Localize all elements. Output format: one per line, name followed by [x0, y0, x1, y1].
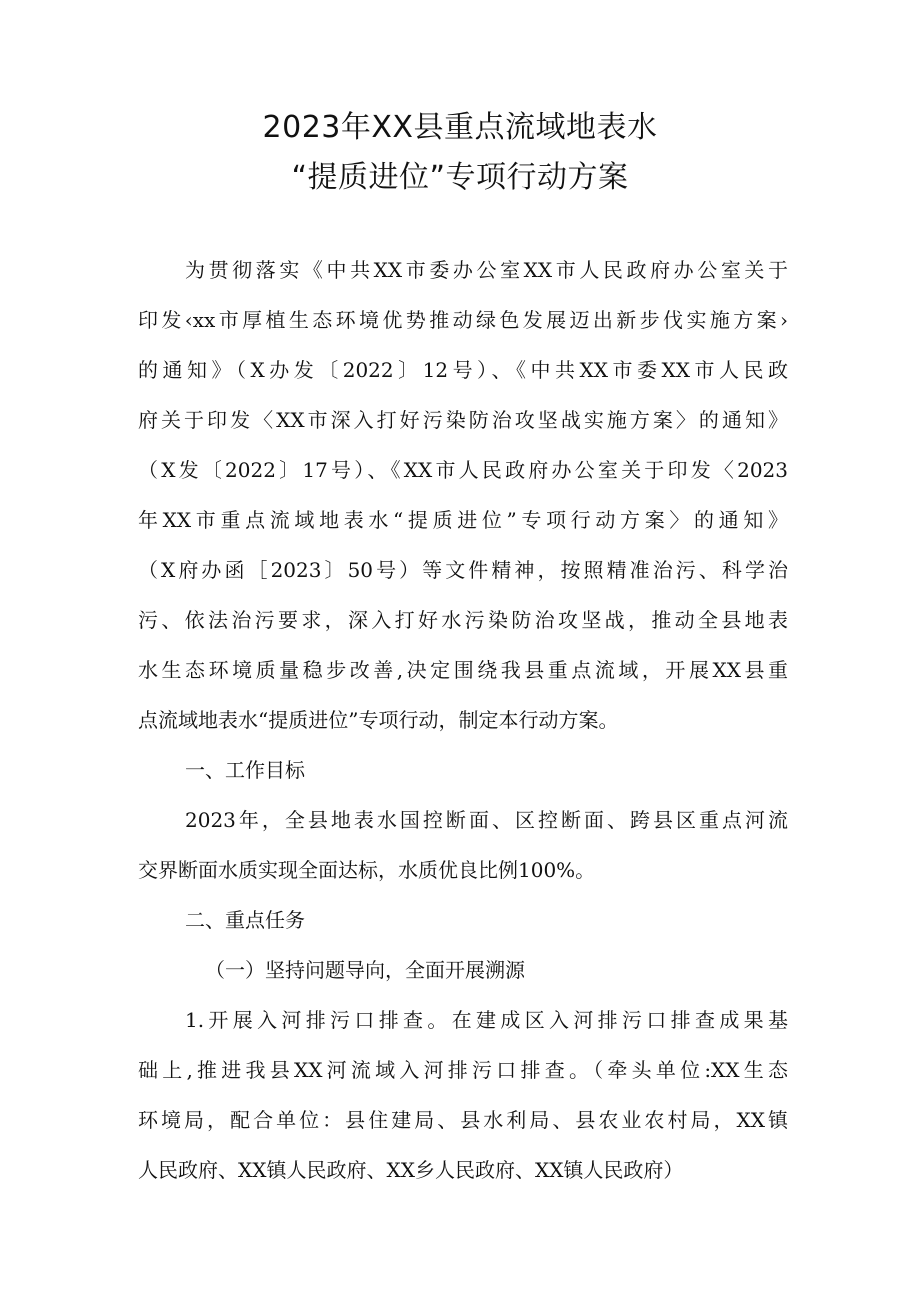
intro-paragraph-line: 为贯彻落实《中共XX市委办公室XX市人民政府办公室关于: [185, 258, 788, 282]
goals-paragraph-line: 交界断面水质实现全面达标，水质优良比例100%。: [138, 858, 596, 882]
section-heading-goals: 一、工作目标: [185, 758, 305, 782]
intro-paragraph-line: 水生态环境质量稳步改善,决定围绕我县重点流域，开展XX县重: [138, 658, 788, 682]
subsection-heading: （一）坚持问题导向，全面开展溯源: [205, 958, 525, 982]
document-title-line-2: “提质进位”专项行动方案: [291, 160, 629, 195]
intro-paragraph-line: 点流域地表水“提质进位”专项行动，制定本行动方案。: [138, 708, 619, 732]
task-item-line: 人民政府、XX镇人民政府、XX乡人民政府、XX镇人民政府）: [138, 1158, 684, 1182]
intro-paragraph-line: 印发‹xx市厚植生态环境优势推动绿色发展迈出新步伐实施方案›: [138, 308, 788, 332]
intro-paragraph-line: 污、依法治污要求，深入打好水污染防治攻坚战，推动全县地表: [138, 608, 788, 632]
document-title-line-1: 2023年XX县重点流域地表水: [262, 110, 658, 145]
task-item-line: 1.开展入河排污口排查。在建成区入河排污口排查成果基: [185, 1008, 788, 1032]
intro-paragraph-line: （X发〔2022〕17号）、《XX市人民政府办公室关于印发〈2023: [138, 458, 788, 482]
intro-paragraph-line: （X府办函［2023〕50号）等文件精神，按照精准治污、科学治: [138, 558, 788, 582]
intro-paragraph-line: 年XX市重点流域地表水“提质进位”专项行动方案〉的通知》: [138, 508, 788, 532]
section-heading-tasks: 二、重点任务: [185, 908, 305, 932]
task-item-line: 环境局，配合单位：县住建局、县水利局、县农业农村局，XX镇: [138, 1108, 788, 1132]
task-item-line: 础上,推进我县XX河流域入河排污口排查。（牵头单位:XX生态: [138, 1058, 788, 1082]
goals-paragraph-line: 2023年，全县地表水国控断面、区控断面、跨县区重点河流: [185, 808, 788, 832]
intro-paragraph-line: 府关于印发〈XX市深入打好污染防治攻坚战实施方案〉的通知》: [138, 408, 788, 432]
intro-paragraph-line: 的通知》（X办发〔2022〕12号）、《中共XX市委XX市人民政: [138, 358, 788, 382]
